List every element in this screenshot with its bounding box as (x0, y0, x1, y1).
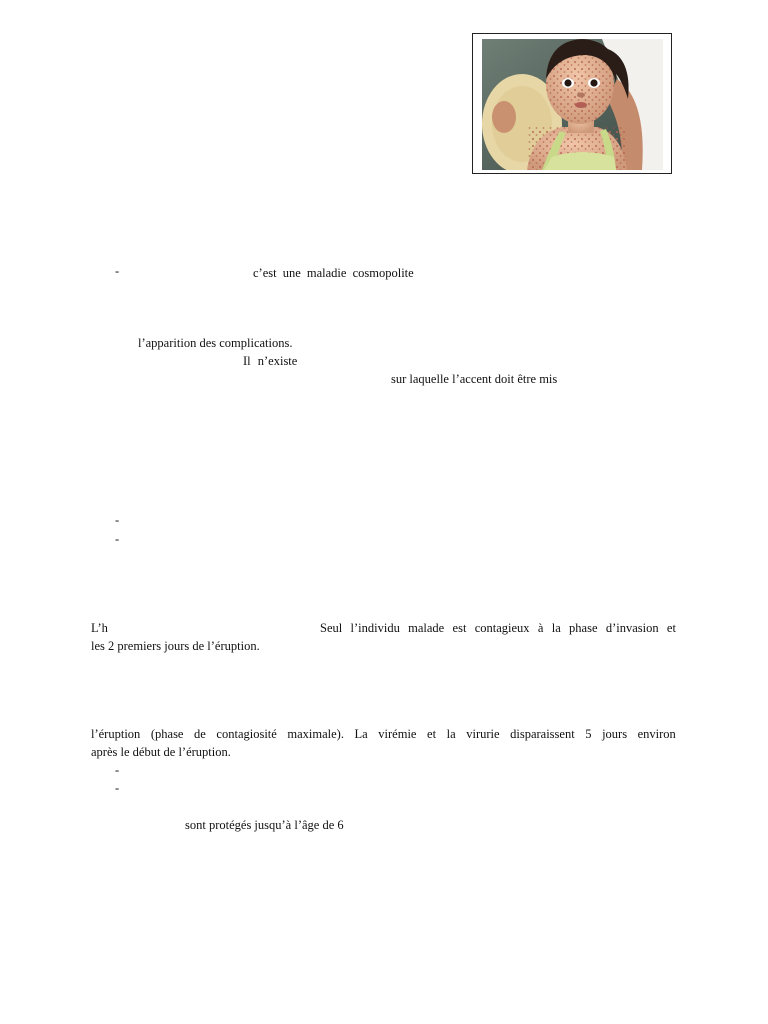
word: (phase (150, 727, 184, 741)
word: jours (602, 727, 628, 741)
word: Seul (320, 621, 343, 635)
text-complications: l’apparition des complications. (138, 336, 293, 350)
word: est (452, 621, 467, 635)
word: La (354, 727, 368, 741)
text-il-nexiste: Il n’existe (243, 354, 298, 368)
word: l’éruption (91, 727, 141, 741)
word: la (551, 621, 561, 635)
para1-line1 (320, 620, 676, 636)
word: contagiosité (216, 727, 277, 741)
list-dash: - (115, 532, 120, 546)
word: et (666, 621, 676, 635)
word: disparaissent (510, 727, 575, 741)
child-photo (482, 39, 663, 170)
word: maximale). (287, 727, 344, 741)
word: de (194, 727, 206, 741)
word: environ (637, 727, 676, 741)
word: la (446, 727, 456, 741)
word: et (427, 727, 437, 741)
text-proteges: sont protégés jusqu’à l’âge de 6 (185, 818, 344, 832)
photo-frame (472, 33, 672, 174)
para1-start: L’h (91, 621, 108, 635)
word: d’invasion (605, 621, 659, 635)
text-accent: sur laquelle l’accent doit être mis (391, 372, 558, 386)
list-dash: - (115, 264, 120, 278)
list-dash: - (115, 781, 120, 795)
text-cosmopolite: c’est une maladie cosmopolite (253, 266, 414, 280)
word: virurie (466, 727, 500, 741)
list-dash: - (115, 763, 120, 777)
list-dash: - (115, 513, 120, 527)
para2-line2: après le début de l’éruption. (91, 745, 231, 759)
word: virémie (378, 727, 417, 741)
word: malade (408, 621, 445, 635)
word: contagieux (474, 621, 530, 635)
word: 5 (585, 727, 592, 741)
word: à (537, 621, 544, 635)
para1-line2: les 2 premiers jours de l’éruption. (91, 639, 260, 653)
para2-line1 (91, 726, 676, 742)
word: phase (569, 621, 598, 635)
word: l’individu (350, 621, 400, 635)
